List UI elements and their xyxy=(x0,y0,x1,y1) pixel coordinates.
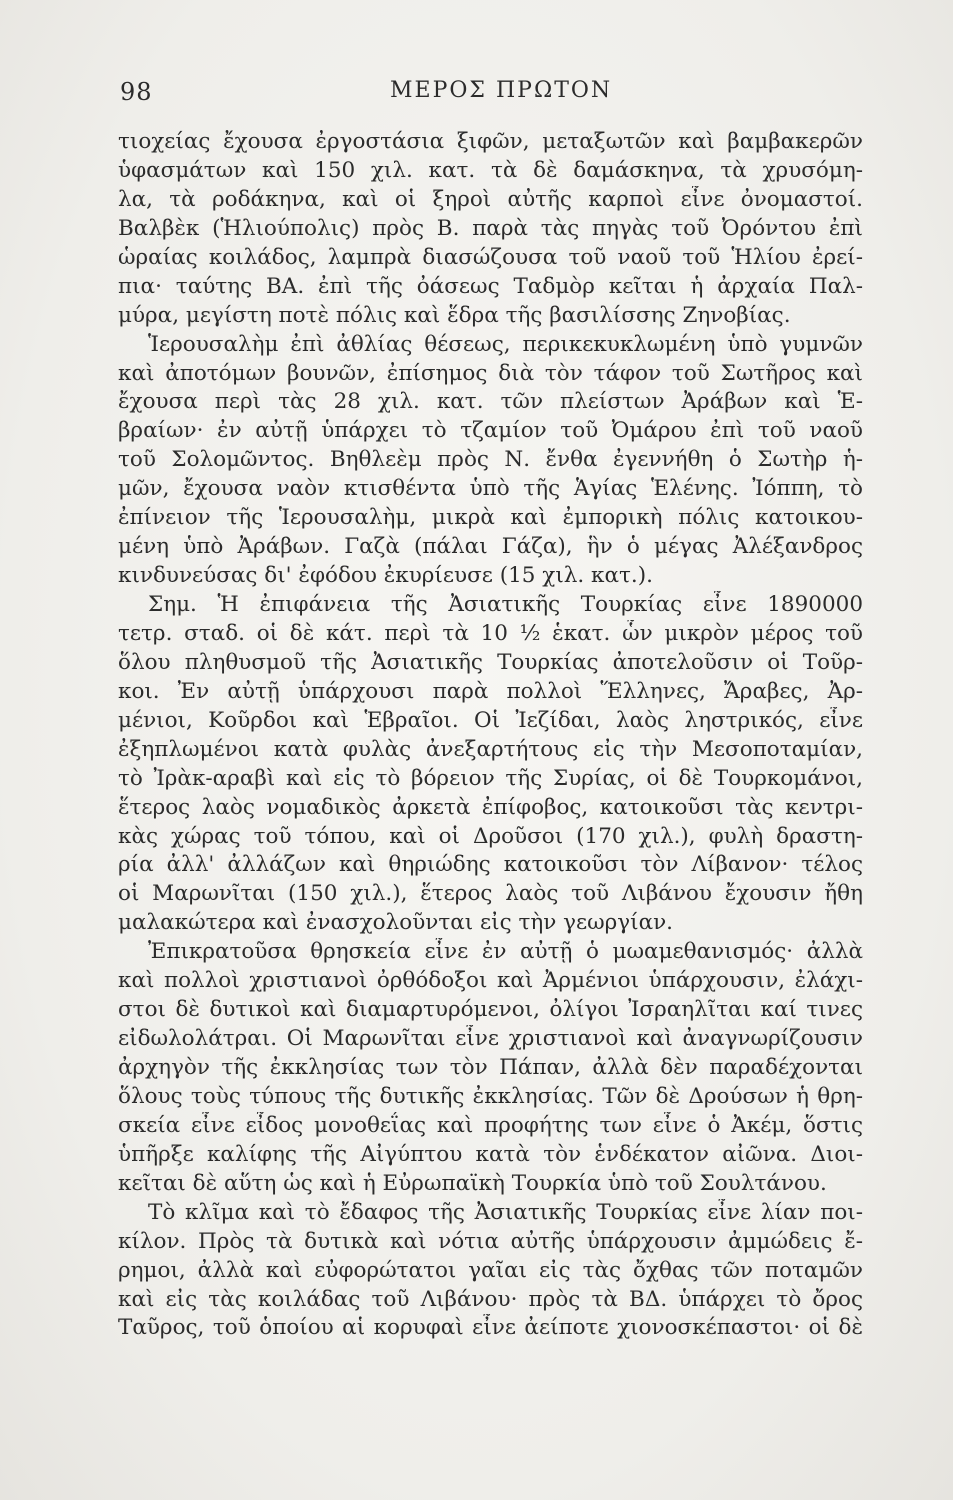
page-header xyxy=(120,78,865,114)
text-line: ἐπίνειον τῆς Ἱερουσαλὴμ, μικρὰ καὶ ἐμπορικὴ πόλις κατοικου- xyxy=(118,505,863,531)
text-line: ὅλου πληθυσμοῦ τῆς Ἀσιατικῆς Τουρκίας ἀποτελοῦσιν οἱ Τοῦρ- xyxy=(118,649,863,675)
body-text xyxy=(118,128,863,1343)
text-line: τοῦ Σολομῶντος. Βηθλεὲμ πρὸς Ν. ἔνθα ἐγεννήθη ὁ Σωτὴρ ἡ- xyxy=(118,447,863,473)
text-line: καὶ πολλοὶ χριστιανοὶ ὀρθόδοξοι καὶ Ἀρμένιοι ὑπάρχουσιν, ἐλάχι- xyxy=(118,968,863,994)
text-line: ἀρχηγὸν τῆς ἐκκλησίας των τὸν Πάπαν, ἀλλὰ δὲν παραδέχονται xyxy=(118,1055,863,1080)
text-line: τιοχείας ἔχουσα ἐργοστάσια ξιφῶν, μεταξωτῶν καὶ βαμβακερῶν xyxy=(118,129,863,154)
text-line: πια· ταύτης ΒΑ. ἐπὶ τῆς ὀάσεως Ταδμὸρ κεῖται ἡ ἀρχαία Παλ- xyxy=(118,273,863,299)
text-line: καὶ ἀποτόμων βουνῶν, ἐπίσημος διὰ τὸν τάφον τοῦ Σωτῆρος καὶ xyxy=(118,360,863,386)
text-line: ὑφασμάτων καὶ 150 χιλ. κατ. τὰ δὲ δαμάσκηνα, τὰ χρυσόμη- xyxy=(118,157,863,183)
text-line: κὰς χώρας τοῦ τόπου, καὶ οἱ Δροῦσοι (170 χιλ.), φυλὴ δραστη- xyxy=(118,823,863,849)
text-line: ὡραίας κοιλάδος, λαμπρὰ διασώζουσα τοῦ ναοῦ τοῦ Ἡλίου ἐρεί- xyxy=(118,244,863,270)
text-line: ἔχουσα περὶ τὰς 28 χιλ. κατ. τῶν πλείστων Ἀράβων καὶ Ἑ- xyxy=(118,389,863,415)
text-line: μαλακώτερα καὶ ἐνασχολοῦνται εἰς τὴν γεωργίαν. xyxy=(118,910,674,936)
text-line: ρημοι, ἀλλὰ καὶ εὐφορώτατοι γαῖαι εἰς τὰς ὄχθας τῶν ποταμῶν xyxy=(118,1257,863,1283)
text-line: κινδυνεύσας δι' ἐφόδου ἐκυρίευσε (15 χιλ. κατ.). xyxy=(118,563,653,589)
text-line: Ταῦρος, τοῦ ὁποίου αἱ κορυφαὶ εἶνε ἀείποτε χιονοσκέπαστοι· οἱ δὲ xyxy=(118,1315,863,1341)
running-head: ΜΕΡΟΣ ΠΡΩΤΟΝ xyxy=(390,78,613,103)
text-line: εἰδωλολάτραι. Οἱ Μαρωνῖται εἶνε χριστιανοὶ καὶ ἀναγνωρίζουσιν xyxy=(118,1026,863,1052)
text-line: οἱ Μαρωνῖται (150 χιλ.), ἕτερος λαὸς τοῦ Λιβάνου ἔχουσιν ἤθη xyxy=(118,881,863,907)
text-line: κίλον. Πρὸς τὰ δυτικὰ καὶ νότια αὐτῆς ὑπάρχουσιν ἀμμώδεις ἔ- xyxy=(118,1228,863,1254)
text-line: κεῖται δὲ αὕτη ὡς καὶ ἡ Εὐρωπαϊκὴ Τουρκία ὑπὸ τοῦ Σουλτάνου. xyxy=(118,1170,827,1196)
text-line: Βαλβὲκ (Ἡλιούπολις) πρὸς Β. παρὰ τὰς πηγὰς τοῦ Ὀρόντου ἐπὶ xyxy=(118,215,863,241)
text-line: βραίων· ἐν αὐτῇ ὑπάρχει τὸ τζαμίον τοῦ Ὀμάρου ἐπὶ τοῦ ναοῦ xyxy=(118,418,863,444)
text-line: μῶν, ἔχουσα ναὸν κτισθέντα ὑπὸ τῆς Ἁγίας Ἑλένης. Ἰόππη, τὸ xyxy=(118,476,863,502)
text-line: ἕτερος λαὸς νομαδικὸς ἀρκετὰ ἐπίφοβος, κατοικοῦσι τὰς κεντρι- xyxy=(118,794,863,820)
text-line: σκεία εἶνε εἶδος μονοθεΐας καὶ προφήτης των εἶνε ὁ Ἀκέμ, ὅστις xyxy=(118,1112,863,1138)
text-line: καὶ εἰς τὰς κοιλάδας τοῦ Λιβάνου· πρὸς τὰ ΒΔ. ὑπάρχει τὸ ὄρος xyxy=(118,1286,863,1312)
text-line: Ἱερουσαλὴμ ἐπὶ ἀθλίας θέσεως, περικεκυκλωμένη ὑπὸ γυμνῶν xyxy=(148,331,863,357)
text-line: μένη ὑπὸ Ἀράβων. Γαζὰ (πάλαι Γάζα), ἣν ὁ μέγας Ἀλέξανδρος xyxy=(118,534,863,560)
text-line: Τὸ κλῖμα καὶ τὸ ἔδαφος τῆς Ἀσιατικῆς Τουρκίας εἶνε λίαν ποι- xyxy=(148,1199,863,1225)
text-line: στοι δὲ δυτικοὶ καὶ διαμαρτυρόμενοι, ὀλίγοι Ἰσραηλῖται καί τινες xyxy=(118,997,863,1023)
text-line: μένιοι, Κοῦρδοι καὶ Ἑβραῖοι. Οἱ Ἰεζίδαι, λαὸς ληστρικός, εἶνε xyxy=(118,707,863,733)
text-line: Σημ. Ἡ ἐπιφάνεια τῆς Ἀσιατικῆς Τουρκίας εἶνε 1890000 xyxy=(148,592,863,617)
text-line: τὸ Ἰρὰκ-αραβὶ καὶ εἰς τὸ βόρειον τῆς Συρίας, οἱ δὲ Τουρκομάνοι, xyxy=(118,765,863,791)
text-line: λα, τὰ ροδάκηνα, καὶ οἱ ξηροὶ αὐτῆς καρποὶ εἶνε ὀνομαστοί. xyxy=(118,186,863,212)
text-line: τετρ. σταδ. οἱ δὲ κάτ. περὶ τὰ 10 ½ ἑκατ. ὧν μικρὸν μέρος τοῦ xyxy=(118,620,863,646)
text-line: ὅλους τοὺς τύπους τῆς δυτικῆς ἐκκλησίας. Τῶν δὲ Δρούσων ἡ θρη- xyxy=(118,1083,863,1109)
text-line: Ἐπικρατοῦσα θρησκεία εἶνε ἐν αὐτῇ ὁ μωαμεθανισμός· ἀλλὰ xyxy=(148,939,863,965)
text-line: ρία ἀλλ' ἀλλάζων καὶ θηριώδης κατοικοῦσι τὸν Λίβανον· τέλος xyxy=(118,852,863,878)
page-number: 98 xyxy=(120,78,153,106)
text-line: μύρα, μεγίστη ποτὲ πόλις καὶ ἕδρα τῆς βασιλίσσης Ζηνοβίας. xyxy=(118,302,791,328)
text-line: ἐξηπλωμένοι κατὰ φυλὰς ἀνεξαρτήτους εἰς τὴν Μεσοποταμίαν, xyxy=(118,736,863,762)
text-line: κοι. Ἐν αὐτῇ ὑπάρχουσι παρὰ πολλοὶ Ἕλληνες, Ἄραβες, Ἀρ- xyxy=(118,678,863,704)
text-line: ὑπῆρξε καλίφης τῆς Αἰγύπτου κατὰ τὸν ἑνδέκατον αἰῶνα. Διοι- xyxy=(118,1141,863,1167)
